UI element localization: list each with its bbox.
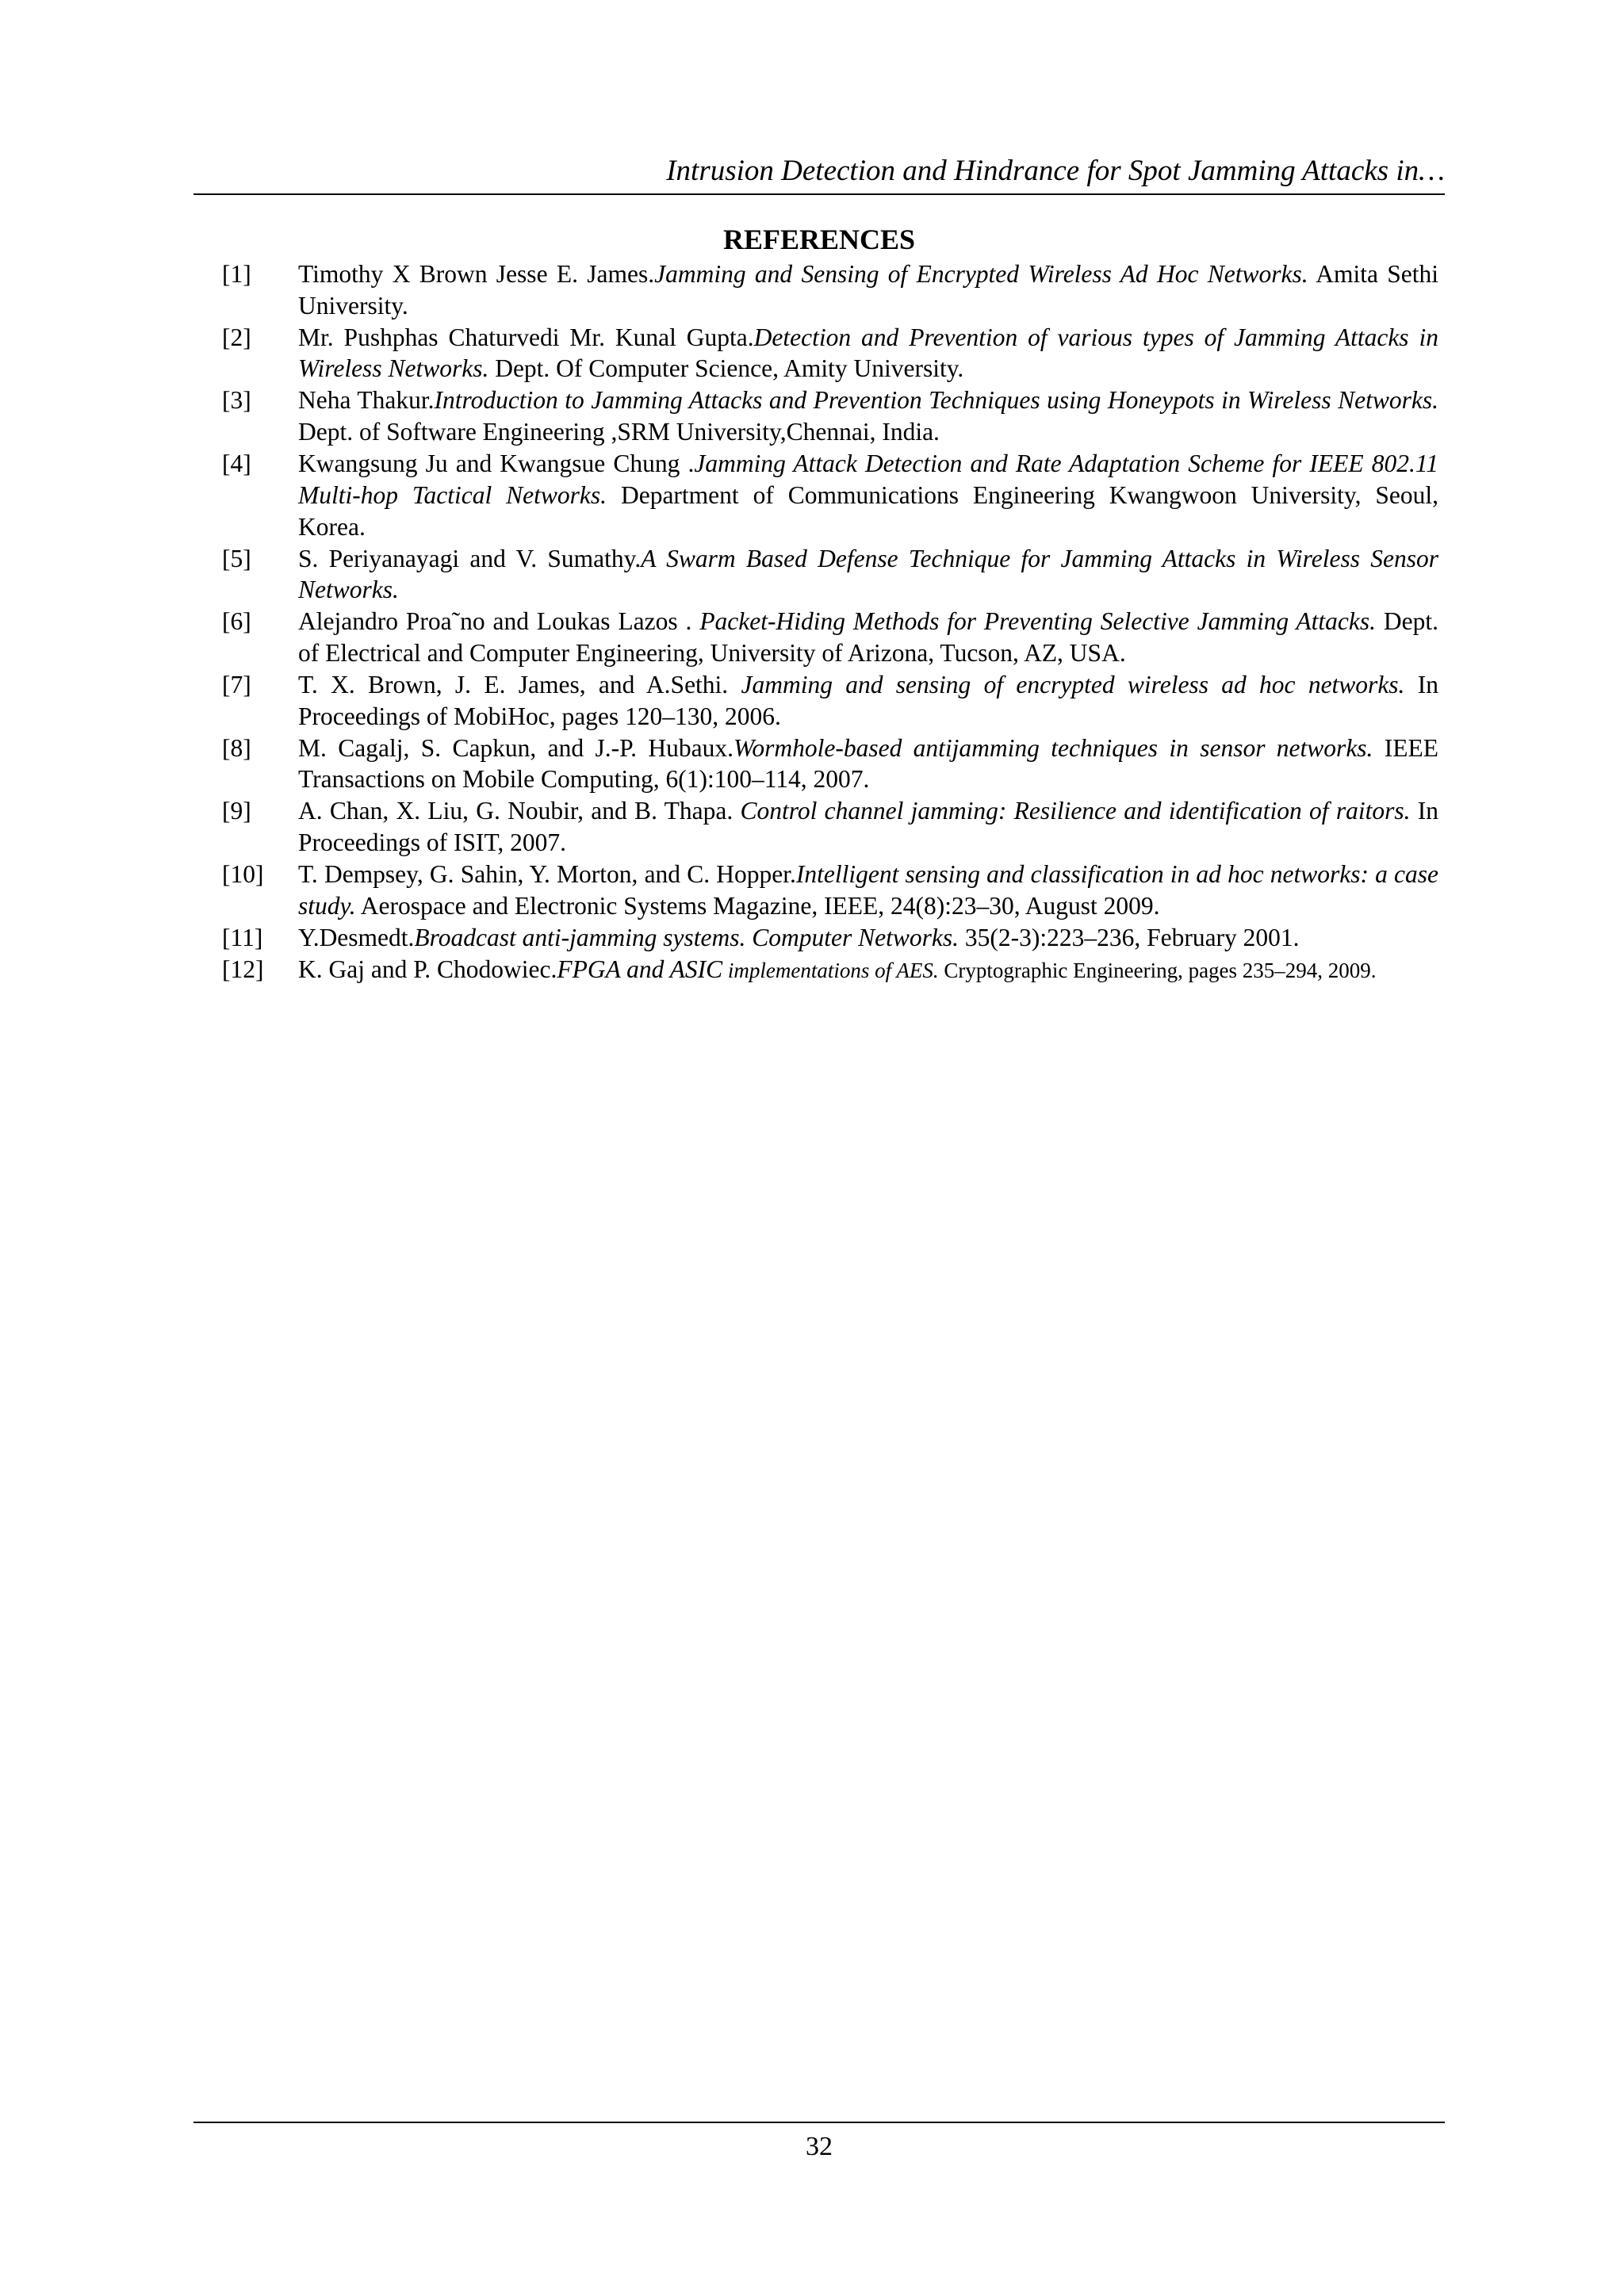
reference-source: IEEE Transactions on Mobile Computing, 6(1):100–114, 2007. xyxy=(298,733,1439,794)
reference-item-6 xyxy=(222,606,1438,668)
reference-authors: Neha Thakur. xyxy=(298,386,435,415)
reference-source: In Proceedings of MobiHoc, pages 120–130, 2006. xyxy=(298,670,1438,730)
reference-text xyxy=(298,322,1438,385)
reference-number: [9] xyxy=(222,797,251,825)
reference-title: Wormhole-based antijamming techniques in sensor networks. xyxy=(733,733,1373,762)
reference-number: [6] xyxy=(222,607,251,636)
reference-title: Detection and Prevention of various types of Jamming Attacks in Wireless Networks. xyxy=(298,323,1438,383)
reference-text xyxy=(298,448,1438,542)
reference-text xyxy=(298,669,1438,732)
reference-text xyxy=(298,258,1438,321)
reference-text xyxy=(298,922,1438,954)
reference-source: Amita Sethi University. xyxy=(298,260,1438,320)
reference-authors: T. X. Brown, J. E. James, and A.Sethi. xyxy=(298,670,741,698)
reference-number: [1] xyxy=(222,260,251,288)
reference-source: 35(2-3):223–236, February 2001. xyxy=(958,923,1300,951)
reference-authors: Timothy X Brown Jesse E. James. xyxy=(298,260,655,288)
reference-number: [7] xyxy=(222,670,251,698)
reference-text xyxy=(298,954,1438,987)
reference-source: Aerospace and Electronic Systems Magazine, IEEE, 24(8):23–30, August 2009. xyxy=(355,891,1160,920)
reference-authors: K. Gaj and P. Chodowiec. xyxy=(298,955,557,983)
reference-source: In Proceedings of ISIT, 2007. xyxy=(298,797,1438,857)
reference-list xyxy=(222,258,1438,987)
reference-source: Cryptographic Engineering, pages 235–294, 2009. xyxy=(938,958,1377,982)
reference-source: Dept. Of Computer Science, Amity University. xyxy=(488,354,964,383)
reference-number: [3] xyxy=(222,386,251,415)
reference-authors: T. Dempsey, G. Sahin, Y. Morton, and C. Hopper. xyxy=(298,860,796,889)
reference-number: [8] xyxy=(222,733,251,762)
reference-item-5 xyxy=(222,543,1438,606)
reference-authors: Alejandro Proa˜no and Loukas Lazos . xyxy=(298,607,700,636)
page-number: 32 xyxy=(806,2132,833,2161)
reference-item-12 xyxy=(222,954,1438,987)
reference-text xyxy=(298,543,1438,606)
reference-authors: Kwangsung Ju and Kwangsue Chung . xyxy=(298,450,695,478)
reference-authors: A. Chan, X. Liu, G. Noubir, and B. Thapa. xyxy=(298,797,741,825)
reference-item-4 xyxy=(222,448,1438,542)
reference-item-3 xyxy=(222,385,1438,447)
reference-title: Packet-Hiding Methods for Preventing Selective Jamming Attacks. xyxy=(699,607,1376,636)
reference-title: A Swarm Based Defense Technique for Jamming Attacks in Wireless Sensor Networks. xyxy=(298,544,1439,604)
reference-item-2 xyxy=(222,322,1438,385)
reference-source: Dept. of Software Engineering ,SRM University,Chennai, India. xyxy=(298,418,940,446)
reference-item-1 xyxy=(222,258,1438,321)
reference-item-9 xyxy=(222,795,1438,858)
reference-item-10 xyxy=(222,859,1438,921)
footer-rule xyxy=(193,2122,1445,2123)
reference-number: [5] xyxy=(222,544,251,572)
reference-authors: Mr. Pushphas Chaturvedi Mr. Kunal Gupta. xyxy=(298,323,754,351)
reference-title: Control channel jamming: Resilience and identification of raitors. xyxy=(740,797,1411,825)
running-header: Intrusion Detection and Hindrance for Spot Jamming Attacks in… xyxy=(666,155,1445,187)
reference-number: [11] xyxy=(222,923,263,951)
reference-source: Dept. of Electrical and Computer Engineering, University of Arizona, Tucson, AZ, USA. xyxy=(298,607,1438,667)
reference-text xyxy=(298,606,1438,668)
reference-item-7 xyxy=(222,669,1438,732)
reference-text xyxy=(298,795,1438,858)
reference-number: [12] xyxy=(222,955,264,983)
reference-item-8 xyxy=(222,733,1438,795)
header-rule xyxy=(193,193,1445,195)
reference-title: Jamming Attack Detection and Rate Adaptation Scheme for IEEE 802.11 Multi-hop Tactical Networks. xyxy=(298,450,1438,509)
reference-title: Introduction to Jamming Attacks and Prevention Techniques using Honeypots in Wireless Networks. xyxy=(434,386,1438,415)
reference-title: Intelligent sensing and classification in ad hoc networks: a case study. xyxy=(298,860,1438,920)
reference-text xyxy=(298,733,1438,795)
reference-title: Jamming and sensing of encrypted wireless ad hoc networks. xyxy=(741,670,1405,698)
reference-item-11 xyxy=(222,922,1438,954)
reference-number: [4] xyxy=(222,450,251,478)
reference-title: Broadcast anti-jamming systems. Computer Networks. xyxy=(414,923,959,951)
reference-title: FPGA and ASIC xyxy=(557,955,723,983)
references-heading: REFERENCES xyxy=(722,224,916,255)
reference-authors: Y.Desmedt. xyxy=(298,923,415,951)
reference-authors: M. Cagalj, S. Capkun, and J.-P. Hubaux. xyxy=(298,733,733,762)
reference-source: Department of Communications Engineering Kwangwoon University, Seoul, Korea. xyxy=(298,480,1438,541)
reference-authors: S. Periyanayagi and V. Sumathy. xyxy=(298,544,642,572)
reference-number: [10] xyxy=(222,860,264,889)
reference-text xyxy=(298,859,1438,921)
reference-title-continued: implementations of AES. xyxy=(722,958,939,982)
reference-number: [2] xyxy=(222,323,251,351)
reference-text xyxy=(298,385,1438,447)
reference-title: Jamming and Sensing of Encrypted Wireless Ad Hoc Networks. xyxy=(654,260,1308,288)
